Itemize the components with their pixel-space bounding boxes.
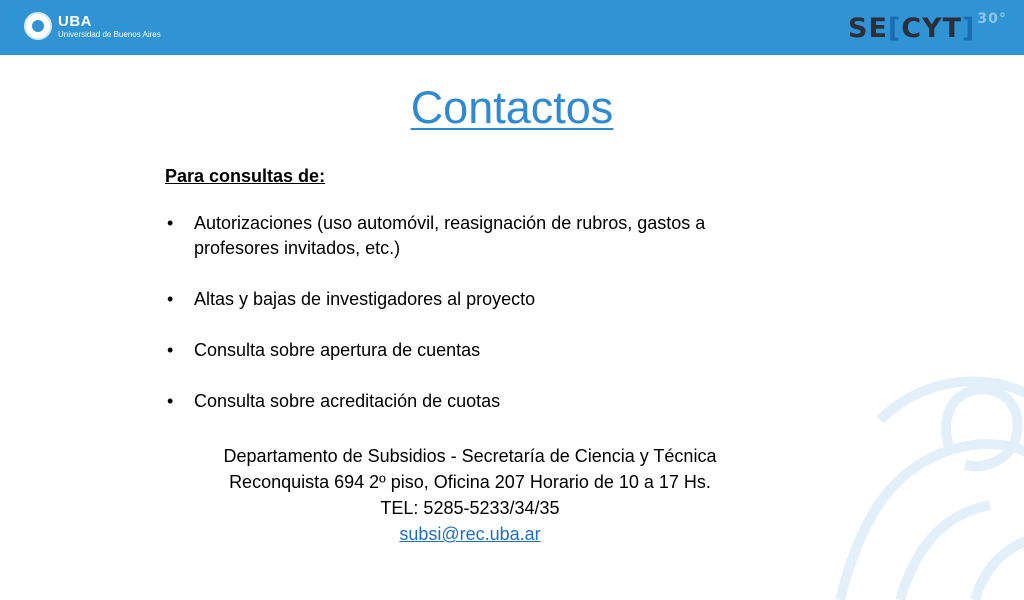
- secyt-logo-superscript: 30°: [977, 11, 1007, 27]
- secyt-logo-bracket-open: [: [887, 13, 902, 44]
- department-line: Departamento de Subsidios - Secretaría de Ciencia y Técnica: [223, 446, 717, 466]
- uba-logo-subtitle: Universidad de Buenos Aires: [58, 29, 161, 39]
- header-underline: [0, 55, 228, 57]
- contact-info: [0, 443, 940, 547]
- secyt-logo-main: CYT: [901, 13, 963, 44]
- list-item: • Consulta sobre acreditación de cuotas: [165, 389, 765, 414]
- consultas-heading: Para consultas de:: [165, 166, 326, 186]
- uba-logo-name: UBA: [58, 12, 92, 30]
- list-item: • Altas y bajas de investigadores al proyecto: [165, 287, 765, 312]
- phone-line: TEL: 5285-5233/34/35: [380, 498, 560, 518]
- secyt-logo: [848, 13, 1007, 44]
- list-item: • Consulta sobre apertura de cuentas: [165, 338, 765, 363]
- page-title[interactable]: Contactos: [410, 82, 614, 133]
- address-line: Reconquista 694 2º piso, Oficina 207 Horario de 10 a 17 Hs.: [229, 472, 711, 492]
- bullet-list: [165, 211, 765, 414]
- email-link[interactable]: subsi@rec.uba.ar: [399, 524, 541, 544]
- content-block: [165, 164, 765, 440]
- header-bar: [0, 0, 1024, 55]
- secyt-logo-prefix: SE: [848, 13, 888, 44]
- uba-seal-icon: [24, 12, 52, 40]
- uba-logo: [24, 12, 161, 40]
- list-item: • Autorizaciones (uso automóvil, reasignación de rubros, gastos a profesores invitados, etc.): [165, 211, 765, 261]
- secyt-logo-bracket-close: ]: [962, 13, 976, 44]
